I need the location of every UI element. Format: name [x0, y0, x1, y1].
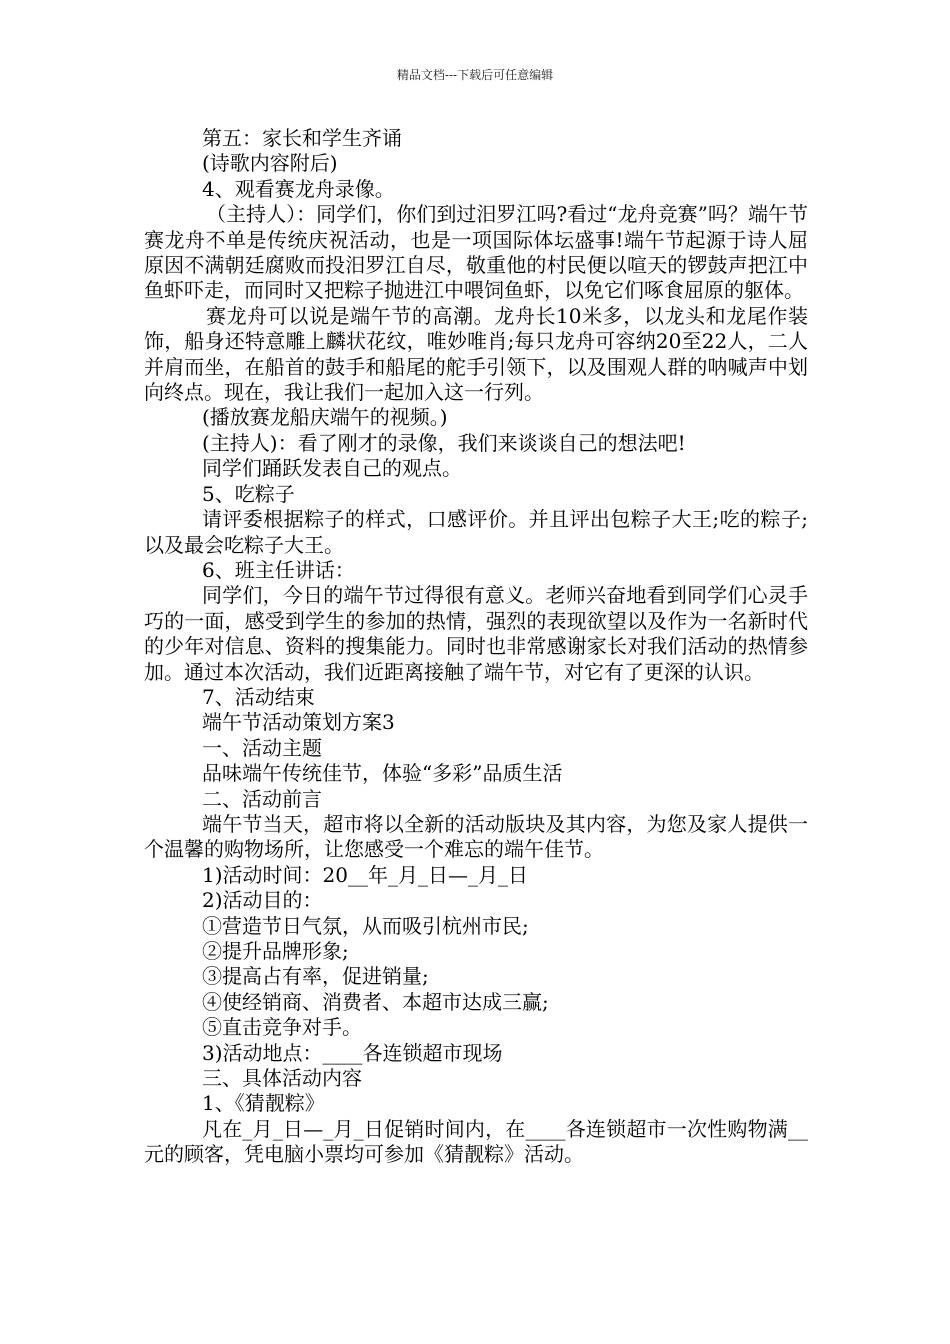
paragraph: 请评委根据粽子的样式，口感评价。并且评出包粽子大王;吃的粽子;以及最会吃粽子大王。 — [144, 507, 808, 557]
list-item: ①营造节日气氛，从而吸引杭州市民; — [202, 913, 529, 938]
list-item: 1)活动时间：20__年_月_日—_月_日 — [202, 862, 528, 887]
paragraph: (诗歌内容附后) — [202, 151, 338, 176]
list-item: 3)活动地点：____各连锁超市现场 — [202, 1040, 503, 1065]
paragraph: （主持人）：同学们，你们到过汨罗江吗?看过“龙舟竞赛”吗？端午节赛龙舟不单是传统庆祝活动，也是一项国际体坛盛事!端午节起源于诗人屈原因不满朝廷腐败而投汨罗江自尽，敬重他的村民便以喧天的锣鼓声把江中鱼虾吓走，而同时又把粽子抛进江中喂饲鱼虾，以免它们啄食屈原的躯体。 — [144, 202, 808, 303]
paragraph: (播放赛龙船庆端午的视频。) — [202, 405, 448, 430]
paragraph: 凡在_月_日—_月_日促销时间内，在____各连锁超市一次性购物满__元的顾客，凭电脑小票均可参加《猜靓粽》活动。 — [144, 1116, 808, 1167]
document-title: 端午节活动策划方案3 — [202, 710, 395, 735]
paragraph: (主持人)：看了刚才的录像，我们来谈谈自己的想法吧! — [202, 430, 686, 455]
section-heading: 三、具体活动内容 — [202, 1066, 362, 1091]
paragraph: 品味端午传统佳节，体验“多彩”品质生活 — [202, 761, 563, 786]
paragraph: 第五：家长和学生齐诵 — [202, 126, 402, 150]
section-heading: 6、班主任讲话： — [202, 557, 355, 582]
section-heading: 5、吃粽子 — [202, 481, 295, 506]
list-item: ②提升品牌形象; — [202, 939, 349, 963]
list-item: 2)活动目的： — [202, 888, 323, 913]
paragraph: 赛龙舟可以说是端午节的高潮。龙舟长10米多，以龙头和龙尾作装饰，船身还特意雕上麟状花纹，唯妙唯肖;每只龙舟可容纳20至22人，二人并肩而坐，在船首的鼓手和船尾的舵手引领下，以及围观人群的呐喊声中划向终点。现在，我让我们一起加入这一行列。 — [144, 303, 808, 405]
list-item: ⑤直击竞争对手。 — [202, 1015, 362, 1040]
list-item: ④使经销商、消费者、本超市达成三赢; — [202, 989, 549, 1014]
paragraph: 4、观看赛龙舟录像。 — [202, 176, 395, 201]
paragraph: 同学们，今日的端午节过得很有意义。老师兴奋地看到同学们心灵手巧的一面，感受到学生的参加的热情，强烈的表现欲望以及作为一名新时代的少年对信息、资料的搜集能力。同时也非常感谢家长对我们活动的热情参加。通过本次活动，我们近距离接触了端午节，对它有了更深的认识。 — [144, 583, 808, 684]
list-item: ③提高占有率，促进销量; — [202, 964, 429, 989]
section-heading: 二、活动前言 — [202, 786, 322, 811]
document-body — [144, 126, 808, 1168]
paragraph: 同学们踊跃发表自己的观点。 — [202, 456, 462, 481]
paragraph: 端午节当天，超市将以全新的活动版块及其内容，为您及家人提供一个温馨的购物场所，让您感受一个难忘的端午佳节。 — [144, 811, 808, 862]
section-heading: 7、活动结束 — [202, 684, 315, 709]
section-heading: 一、活动主题 — [202, 735, 322, 760]
section-heading: 1、《猜靓粽》 — [202, 1091, 325, 1116]
page-header: 精品文档---下载后可任意编辑 — [396, 68, 554, 82]
